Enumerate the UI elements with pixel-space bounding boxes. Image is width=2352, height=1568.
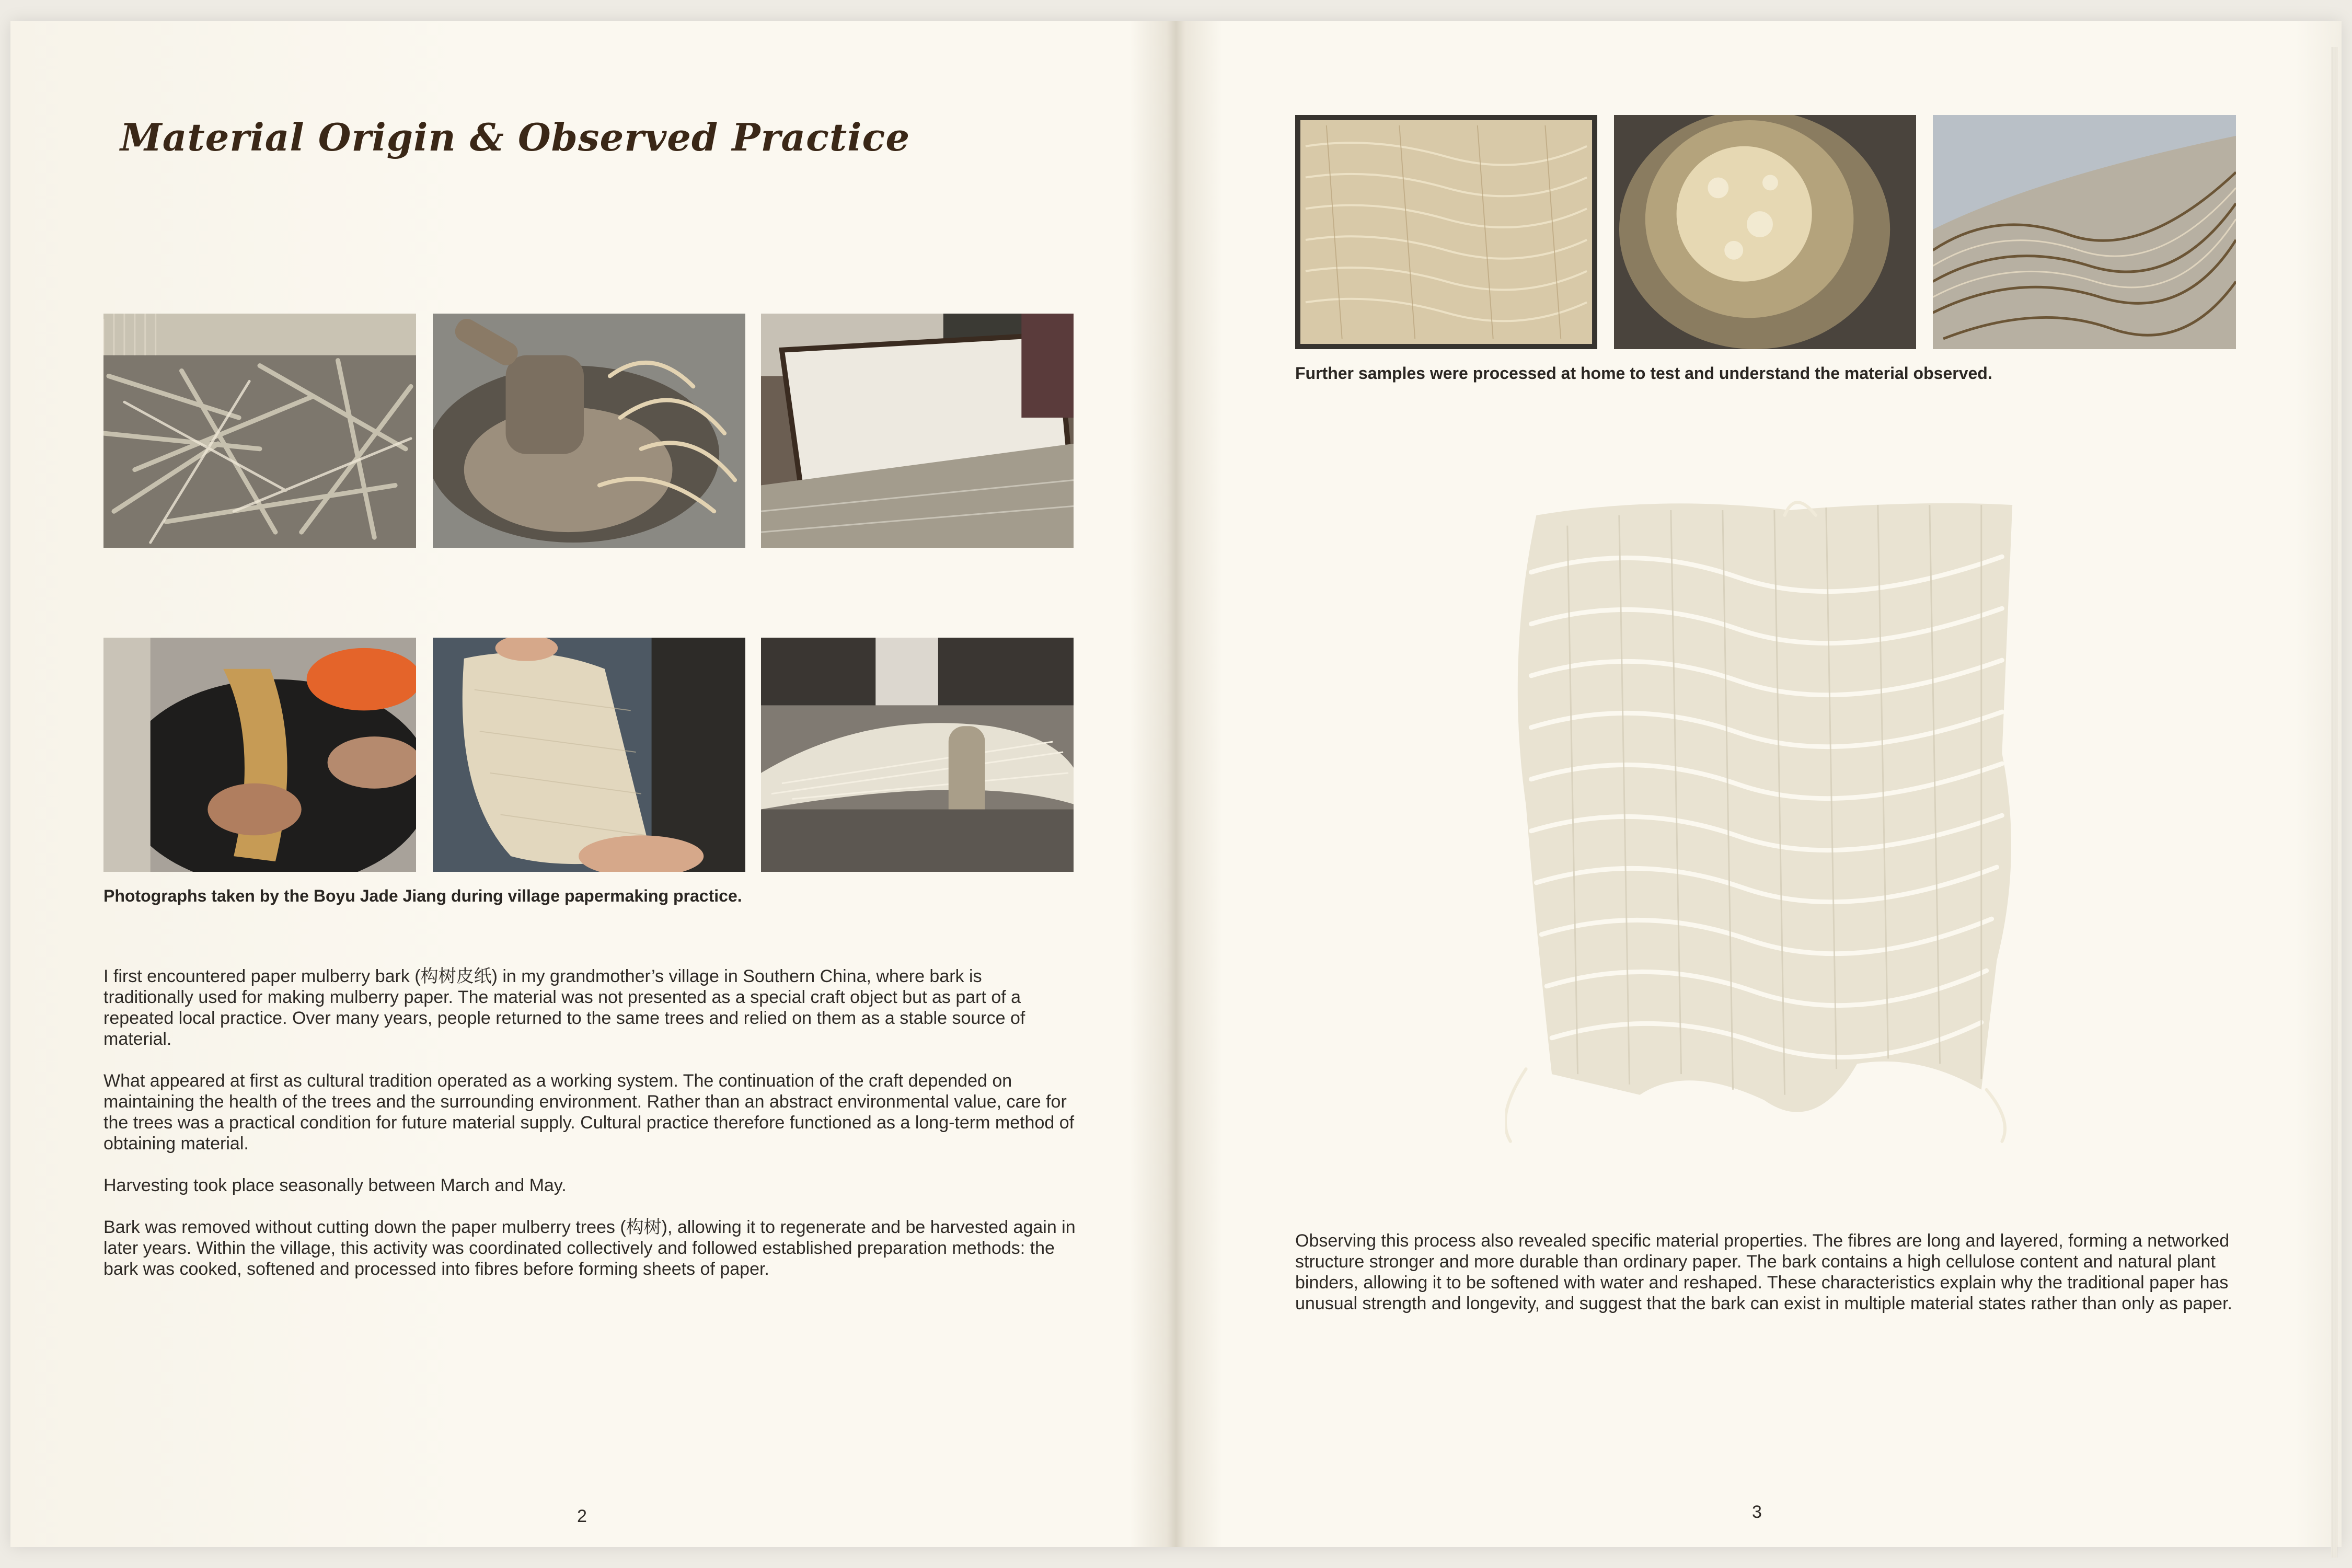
photo-fibres-tray (1295, 115, 1597, 349)
page-number-right: 3 (1752, 1502, 1762, 1522)
photo-papermaking-screen (761, 314, 1074, 548)
page-title: Material Origin & Observed Practice (120, 115, 910, 159)
paragraph: What appeared at first as cultural tradition operated as a working system. The continuation of the craft depended on maintaining the health of the trees and the surrounding environment. Rather than an abstract environmental value, care for the trees was a practical condition for future material supply. Cultural practice therefore functioned as a long-term method of obtaining material. (103, 1071, 1075, 1154)
photo-bark-pile (103, 314, 416, 548)
right-photo-caption: Further samples were processed at home to test and understand the material observed. (1295, 364, 1992, 383)
paragraph: Harvesting took place seasonally between March and May. (103, 1175, 567, 1195)
page-edge (2331, 47, 2337, 1558)
photo-washing-bark (103, 638, 416, 872)
photo-soaking-bowl (1614, 115, 1916, 349)
photo-wet-fibres-metal (1933, 115, 2236, 349)
paragraph: Observing this process also revealed specific material properties. The fibres are long and layered, forming a networked structure stronger and more durable than ordinary paper. The bark contains a high cellulose content and natural plant binders, allowing it to be softened with water and reshaped. These characteristics explain why the traditional paper has unusual strength and longevity, and suggest that the bark can exist in multiple material states rather than only as paper. (1295, 1231, 2232, 1313)
paragraph: I first encountered paper mulberry bark (构树皮纸) in my grandmother’s village in Southern China, where bark is traditionally used for making mulberry paper. The material was not presented as a special craft object but as part of a repeated local practice. Over many years, people returned to the same trees and relied on them as a stable source of material. (103, 966, 1025, 1049)
photo-dried-fibres (761, 638, 1074, 872)
photo-mallet-pounding (433, 314, 745, 548)
bark-fibre-sample-image (1505, 491, 2023, 1150)
right-body-text (1295, 1230, 2241, 1335)
page-number-left: 2 (577, 1506, 587, 1526)
paragraph: Bark was removed without cutting down the paper mulberry trees (构树), allowing it to regenerate and be harvested again in later years. Within the village, this activity was coordinated collectively and followed established preparation methods: the bark was cooked, softened and processed into fibres before forming sheets of paper. (103, 1217, 1076, 1279)
left-body-text (103, 966, 1076, 1300)
left-photo-caption: Photographs taken by the Boyu Jade Jiang during village papermaking practice. (103, 886, 742, 905)
photo-bark-sheet-hands (433, 638, 745, 872)
